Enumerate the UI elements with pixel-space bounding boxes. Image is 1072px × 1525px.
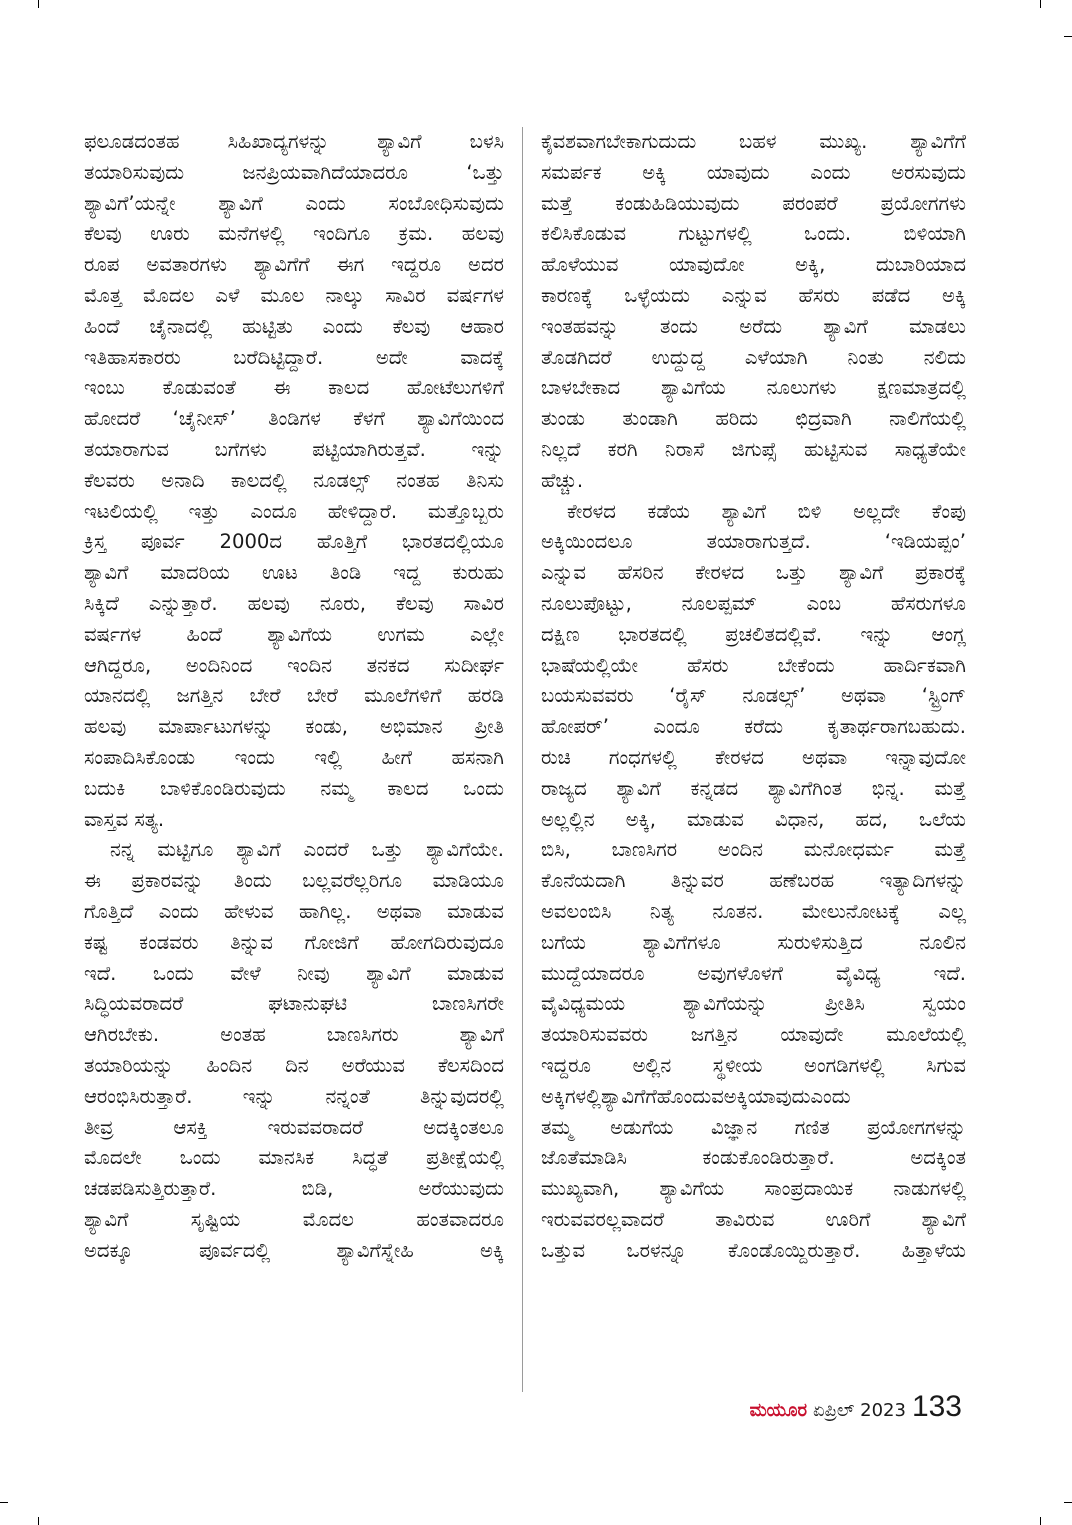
text-line: ಬದುಕಿ ಬಾಳಿಕೊಂಡಿರುವುದು ನಮ್ಮ ಕಾಲದ ಒಂದು — [84, 776, 504, 800]
text-line: ತಯಾರಿಸುವವರು ಜಗತ್ತಿನ ಯಾವುದೇ ಮೂಲೆಯಲ್ಲಿ — [541, 1023, 966, 1047]
text-line: ನೂಲುಪೊಟ್ಟು, ನೂಲಪ್ಪಮ್ ಎಂಬ ಹೆಸರುಗಳೂ — [541, 591, 966, 615]
text-line: ಕೇರಳದ ಕಡೆಯ ಶ್ಯಾವಿಗೆ ಬಿಳಿ ಅಲ್ಲದೇ ಕೆಂಪು — [567, 499, 966, 523]
text-line: ಅಕ್ಕಿಗಳಲ್ಲಿಶ್ಯಾವಿಗೆಗೆಹೊಂದುವಅಕ್ಕಿಯಾವುದುಎಂದು — [541, 1084, 851, 1108]
text-line: ಮುಖ್ಯವಾಗಿ, ಶ್ಯಾವಿಗೆಯ ಸಾಂಪ್ರದಾಯಿಕ ನಾಡುಗಳಲ್ಲಿ — [541, 1177, 966, 1201]
text-line: ಕಷ್ಟ ಕಂಡವರು ತಿನ್ನುವ ಗೋಜಿಗೆ ಹೋಗದಿರುವುದೂ — [84, 930, 504, 954]
text-line: ಇದೆ. ಒಂದು ವೇಳೆ ನೀವು ಶ್ಯಾವಿಗೆ ಮಾಡುವ — [84, 961, 504, 985]
text-line: ಬಯಸುವವರು ‘ರೈಸ್ ನೂಡಲ್ಸ್’ ಅಥವಾ ‘ಸ್ಟ್ರಿಂಗ್ — [541, 684, 966, 708]
text-line: ಕೈವಶವಾಗಬೇಕಾಗುದುದು ಬಹಳ ಮುಖ್ಯ. ಶ್ಯಾವಿಗೆಗೆ — [541, 130, 966, 153]
text-line: ಕಲಿಸಿಕೊಡುವ ಗುಟ್ಟುಗಳಲ್ಲಿ ಒಂದು. ಬಿಳಿಯಾಗಿ — [541, 222, 966, 246]
text-line: ಸಮರ್ಪಕ ಅಕ್ಕಿ ಯಾವುದು ಎಂದು ಅರಸುವುದು — [541, 160, 966, 184]
text-line: ತಮ್ಮ ಅಡುಗೆಯ ವಿಜ್ಞಾನ ಗಣಿತ ಪ್ರಯೋಗಗಳನ್ನು — [541, 1115, 966, 1139]
text-line: ರಾಜ್ಯದ ಶ್ಯಾವಿಗೆ ಕನ್ನಡದ ಶ್ಯಾವಿಗೆಗಿಂತ ಭಿನ್ನ. ಮತ್ತೆ — [541, 776, 966, 800]
text-line: ಸಂಪಾದಿಸಿಕೊಂಡು ಇಂದು ಇಲ್ಲಿ ಹೀಗೆ ಹಸನಾಗಿ — [84, 745, 504, 769]
text-line: ಕಾರಣಕ್ಕೆ ಒಳ್ಳೆಯದು ಎನ್ನುವ ಹೆಸರು ಪಡೆದ ಅಕ್ಕಿ — [541, 283, 966, 307]
text-line: ಯಾನದಲ್ಲಿ ಜಗತ್ತಿನ ಬೇರೆ ಬೇರೆ ಮೂಲೆಗಳಿಗೆ ಹರಡಿ — [84, 684, 504, 708]
text-line: ಹೊಳೆಯುವ ಯಾವುದೋ ಅಕ್ಕಿ, ದುಬಾರಿಯಾದ — [541, 253, 966, 277]
text-line: ಆರಂಭಿಸಿರುತ್ತಾರೆ. ಇನ್ನು ನನ್ನಂತೆ ತಿನ್ನುವುದರಲ್ಲಿ — [84, 1084, 504, 1108]
crop-mark-right-lower — [1064, 1502, 1072, 1503]
text-line: ಅದಕ್ಕೂ ಪೂರ್ವದಲ್ಲಿ ಶ್ಯಾವಿಗೆಸ್ನೇಹಿ ಅಕ್ಕಿ — [84, 1238, 504, 1262]
text-line: ಹೋಪರ್’ ಎಂದೂ ಕರೆದು ಕೃತಾರ್ಥರಾಗಬಹುದು. — [541, 715, 966, 739]
text-line: ದಕ್ಷಿಣ ಭಾರತದಲ್ಲಿ ಪ್ರಚಲಿತದಲ್ಲಿವೆ. ಇನ್ನು ಆಂಗ್ಲ — [541, 622, 966, 646]
text-line: ಕೊನೆಯದಾಗಿ ತಿನ್ನುವರ ಹಣೆಬರಹ ಇತ್ಯಾದಿಗಳನ್ನು — [541, 869, 966, 893]
text-line: ತುಂಡು ತುಂಡಾಗಿ ಹರಿದು ಛಿದ್ರವಾಗಿ ನಾಲಿಗೆಯಲ್ಲಿ — [541, 407, 966, 431]
text-line: ಅವಲಂಬಿಸಿ ನಿತ್ಯ ನೂತನ. ಮೇಲುನೋಟಕ್ಕೆ ಎಲ್ಲ — [541, 899, 966, 923]
crop-mark-bottom-right — [1040, 1517, 1041, 1525]
text-line: ಹಲವು ಮಾರ್ಪಾಟುಗಳನ್ನು ಕಂಡು, ಅಭಿಮಾನ ಪ್ರೀತಿ — [84, 715, 504, 739]
text-line: ಚಡಪಡಿಸುತ್ತಿರುತ್ತಾರೆ. ಬಿಡಿ, ಅರೆಯುವುದು — [84, 1177, 504, 1201]
text-line: ಎನ್ನುವ ಹೆಸರಿನ ಕೇರಳದ ಒತ್ತು ಶ್ಯಾವಿಗೆ ಪ್ರಕಾರಕ್ಕೆ — [541, 561, 966, 585]
crop-mark-bottom-left — [38, 1517, 39, 1525]
text-line: ವರ್ಷಗಳ ಹಿಂದೆ ಶ್ಯಾವಿಗೆಯ ಉಗಮ ಎಲ್ಲೇ — [84, 622, 504, 646]
text-line: ನನ್ನ ಮಟ್ಟಿಗೂ ಶ್ಯಾವಿಗೆ ಎಂದರೆ ಒತ್ತು ಶ್ಯಾವಿಗೆಯೇ. — [110, 838, 504, 862]
text-line: ಕೆಲವು ಊರು ಮನೆಗಳಲ್ಲಿ ಇಂದಿಗೂ ಕ್ರಮ. ಹಲವು — [84, 222, 504, 246]
paragraph — [541, 127, 966, 497]
text-line: ಬಾಳಬೇಕಾದ ಶ್ಯಾವಿಗೆಯ ನೂಲುಗಳು ಕ್ಷಣಮಾತ್ರದಲ್ಲಿ — [541, 376, 966, 400]
text-line: ಮೊತ್ತ ಮೊದಲ ಎಳೆ ಮೂಲ ನಾಲ್ಕು ಸಾವಿರ ವರ್ಷಗಳ — [84, 283, 504, 307]
text-line: ವೈವಿಧ್ಯಮಯ ಶ್ಯಾವಿಗೆಯನ್ನು ಪ್ರೀತಿಸಿ ಸ್ವಯಂ — [541, 992, 966, 1016]
page-footer — [750, 1390, 962, 1424]
text-line: ಹೆಚ್ಚು. — [541, 468, 584, 492]
text-line: ಆಗಿದ್ದರೂ, ಅಂದಿನಿಂದ ಇಂದಿನ ತನಕದ ಸುದೀರ್ಘ — [84, 653, 504, 677]
text-line: ತೊಡಗಿದರೆ ಉದ್ದುದ್ದ ಎಳೆಯಾಗಿ ನಿಂತು ನಲಿದು — [541, 345, 966, 369]
text-line: ಸಿದ್ಧಿಯವರಾದರೆ ಘಟಾನುಘಟಿ ಬಾಣಸಿಗರೇ — [84, 992, 504, 1016]
text-line: ರುಚಿ ಗಂಧಗಳಲ್ಲಿ ಕೇರಳದ ಅಥವಾ ಇನ್ನಾವುದೋ — [541, 745, 966, 769]
text-line: ಮುದ್ದೆಯಾದರೂ ಅವುಗಳೊಳಗೆ ವೈವಿಧ್ಯ ಇದೆ. — [541, 961, 966, 985]
text-line: ಬಿಸಿ, ಬಾಣಸಿಗರ ಅಂದಿನ ಮನೋಧರ್ಮ ಮತ್ತೆ — [541, 838, 966, 862]
crop-mark-left-lower — [0, 1502, 8, 1503]
text-line: ಇದ್ದರೂ ಅಲ್ಲಿನ ಸ್ಥಳೀಯ ಅಂಗಡಿಗಳಲ್ಲಿ ಸಿಗುವ — [541, 1053, 966, 1077]
text-line: ಫಲೂಡದಂತಹ ಸಿಹಿಖಾದ್ಯಗಳನ್ನು ಶ್ಯಾವಿಗೆ ಬಳಸಿ — [84, 130, 504, 153]
text-line: ಆಗಿರಬೇಕು. ಅಂತಹ ಬಾಣಸಿಗರು ಶ್ಯಾವಿಗೆ — [84, 1023, 504, 1047]
text-line: ಶ್ಯಾವಿಗೆ’ಯನ್ನೇ ಶ್ಯಾವಿಗೆ ಎಂದು ಸಂಬೋಧಿಸುವುದು — [84, 191, 504, 215]
paragraph — [84, 835, 504, 1266]
text-line: ತಯಾರಿಯನ್ನು ಹಿಂದಿನ ದಿನ ಅರೆಯುವ ಕೆಲಸದಿಂದ — [84, 1053, 504, 1077]
crop-mark-right-upper — [1064, 36, 1072, 37]
text-line: ಕ್ರಿಸ್ತ ಪೂರ್ವ 2000ದ ಹೊತ್ತಿಗೆ ಭಾರತದಲ್ಲಿಯೂ — [84, 530, 504, 554]
text-line: ಇಂತಹವನ್ನು ತಂದು ಅರೆದು ಶ್ಯಾವಿಗೆ ಮಾಡಲು — [541, 314, 966, 338]
text-line: ಭಾಷೆಯಲ್ಲಿಯೇ ಹೆಸರು ಬೇಕೆಂದು ಹಾರ್ದಿಕವಾಗಿ — [541, 653, 966, 677]
text-line: ತಯಾರಿಸುವುದು ಜನಪ್ರಿಯವಾಗಿದೆಯಾದರೂ ‘ಒತ್ತು — [84, 160, 504, 184]
text-line: ಒತ್ತುವ ಒರಳನ್ನೂ ಕೊಂಡೊಯ್ದಿರುತ್ತಾರೆ. ಹಿತ್ತಾಳೆಯ — [541, 1238, 966, 1262]
text-line: ಹೋದರೆ ‘ಚೈನೀಸ್’ ತಿಂಡಿಗಳ ಕೆಳಗೆ ಶ್ಯಾವಿಗೆಯಿಂದ — [84, 407, 504, 431]
text-line: ಜೊತೆಮಾಡಿಸಿ ಕಂಡುಕೊಂಡಿರುತ್ತಾರೆ. ಅದಕ್ಕಿಂತ — [541, 1146, 966, 1170]
left-column — [84, 127, 504, 1266]
text-line: ಗೊತ್ತಿದೆ ಎಂದು ಹೇಳುವ ಹಾಗಿಲ್ಲ. ಅಥವಾ ಮಾಡುವ — [84, 899, 504, 923]
text-line: ಸಿಕ್ಕಿದೆ ಎನ್ನುತ್ತಾರೆ. ಹಲವು ನೂರು, ಕೆಲವು ಸಾವಿರ — [84, 591, 504, 615]
text-line: ಹಿಂದೆ ಚೈನಾದಲ್ಲಿ ಹುಟ್ಟಿತು ಎಂದು ಕೆಲವು ಆಹಾರ — [84, 314, 504, 338]
text-line: ತಯಾರಾಗುವ ಬಗೆಗಳು ಪಟ್ಟಿಯಾಗಿರುತ್ತವೆ. ಇನ್ನು — [84, 437, 504, 461]
text-line: ಅಲ್ಲಲ್ಲಿನ ಅಕ್ಕಿ, ಮಾಡುವ ವಿಧಾನ, ಹದ, ಒಲೆಯ — [541, 807, 966, 831]
column-divider — [522, 127, 523, 1392]
paragraph — [541, 497, 966, 1267]
paragraph — [84, 127, 504, 835]
issue-date: ಏಪ್ರಿಲ್ 2023 — [812, 1400, 906, 1421]
text-line: ಇತಿಹಾಸಕಾರರು ಬರೆದಿಟ್ಟಿದ್ದಾರೆ. ಅದೇ ವಾದಕ್ಕೆ — [84, 345, 504, 369]
magazine-logo: ಮಯೂರ — [749, 1400, 807, 1421]
text-line: ಕೆಲವರು ಅನಾದಿ ಕಾಲದಲ್ಲಿ ನೂಡಲ್ಸ್ ನಂತಹ ತಿನಿಸು — [84, 468, 504, 492]
text-line: ಇರುವವರಲ್ಲವಾದರೆ ತಾವಿರುವ ಊರಿಗೆ ಶ್ಯಾವಿಗೆ — [541, 1207, 966, 1231]
text-line: ತೀವ್ರ ಆಸಕ್ತಿ ಇರುವವರಾದರೆ ಅದಕ್ಕಿಂತಲೂ — [84, 1115, 504, 1139]
page-number: 133 — [911, 1390, 962, 1423]
text-line: ವಾಸ್ತವ ಸತ್ಯ. — [84, 807, 165, 831]
text-line: ಅಕ್ಕಿಯಿಂದಲೂ ತಯಾರಾಗುತ್ತದೆ. ‘ಇಡಿಯಪ್ಪಂ’ — [541, 530, 966, 554]
text-line: ಬಗೆಯ ಶ್ಯಾವಿಗೆಗಳೂ ಸುರುಳಿಸುತ್ತಿದ ನೂಲಿನ — [541, 930, 966, 954]
text-line: ಇಂಬು ಕೊಡುವಂತೆ ಈ ಕಾಲದ ಹೋಟೆಲುಗಳಿಗೆ — [84, 376, 504, 400]
text-line: ಮೊದಲೇ ಒಂದು ಮಾನಸಿಕ ಸಿದ್ಧತೆ ಪ್ರತೀಕ್ಷೆಯಲ್ಲಿ — [84, 1146, 504, 1170]
text-line: ಈ ಪ್ರಕಾರವನ್ನು ತಿಂದು ಬಲ್ಲವರೆಲ್ಲರಿಗೂ ಮಾಡಿಯೂ — [84, 869, 504, 893]
text-line: ಶ್ಯಾವಿಗೆ ಸೃಷ್ಟಿಯ ಮೊದಲ ಹಂತವಾದರೂ — [84, 1207, 504, 1231]
crop-mark-top-right — [1040, 0, 1041, 8]
text-line: ರೂಪ ಅವತಾರಗಳು ಶ್ಯಾವಿಗೆಗೆ ಈಗ ಇದ್ದರೂ ಅದರ — [84, 253, 504, 277]
text-line: ಶ್ಯಾವಿಗೆ ಮಾದರಿಯ ಊಟ ತಿಂಡಿ ಇದ್ದ ಕುರುಹು — [84, 561, 504, 585]
text-line: ಮತ್ತೆ ಕಂಡುಹಿಡಿಯುವುದು ಪರಂಪರೆ ಪ್ರಯೋಗಗಳು — [541, 191, 966, 215]
text-line: ಇಟಲಿಯಲ್ಲಿ ಇತ್ತು ಎಂದೂ ಹೇಳಿದ್ದಾರೆ. ಮತ್ತೊಬ್ಬರು — [84, 499, 504, 523]
crop-mark-top-left — [38, 0, 39, 8]
right-column — [541, 127, 966, 1266]
text-line: ನಿಲ್ಲದೆ ಕರಗಿ ನಿರಾಸೆ ಜಿಗುಪ್ಸೆ ಹುಟ್ಟಿಸುವ ಸಾಧ್ಯತೆಯೇ — [541, 437, 966, 461]
